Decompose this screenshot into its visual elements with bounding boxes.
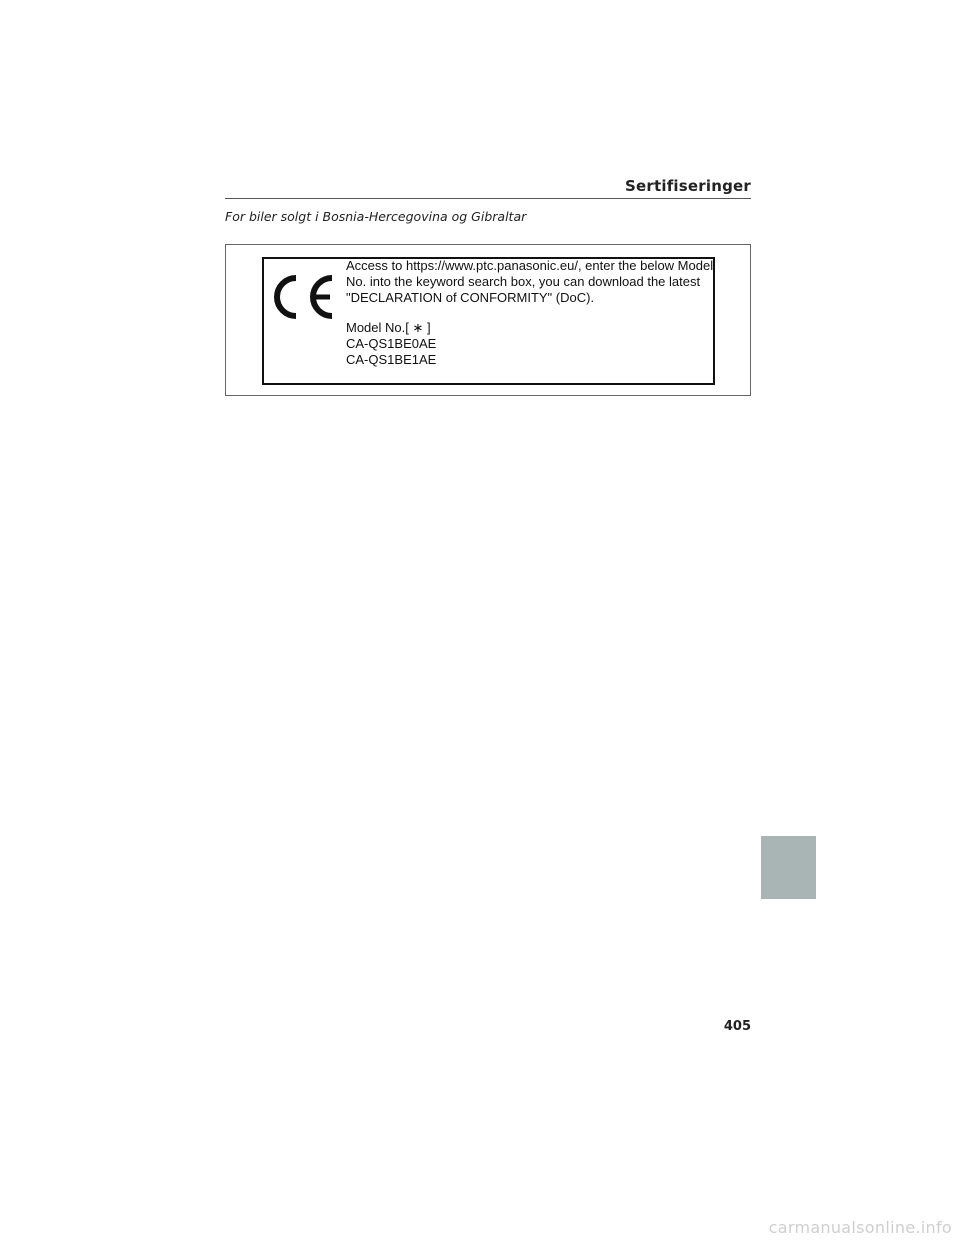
model-number: CA-QS1BE0AE xyxy=(346,336,437,351)
section-title: Sertifiseringer xyxy=(625,177,751,195)
label-text xyxy=(346,258,714,368)
chapter-tab xyxy=(761,836,816,899)
model-heading: Model No.[ ∗ ] xyxy=(346,320,431,335)
label-line: "DECLARATION of CONFORMITY" (DoC). xyxy=(346,290,595,305)
page-number: 405 xyxy=(723,1019,751,1034)
label-line: No. into the keyword search box, you can download the latest xyxy=(346,274,701,289)
header-divider xyxy=(225,198,751,199)
model-number: CA-QS1BE1AE xyxy=(346,352,437,367)
ce-mark-icon xyxy=(268,275,336,319)
label-line: Access to https://www.ptc.panasonic.eu/, enter the below Model xyxy=(346,258,714,273)
subtitle: For biler solgt i Bosnia-Hercegovina og Gibraltar xyxy=(225,209,527,224)
watermark: carmanualsonline.info xyxy=(768,1218,952,1237)
